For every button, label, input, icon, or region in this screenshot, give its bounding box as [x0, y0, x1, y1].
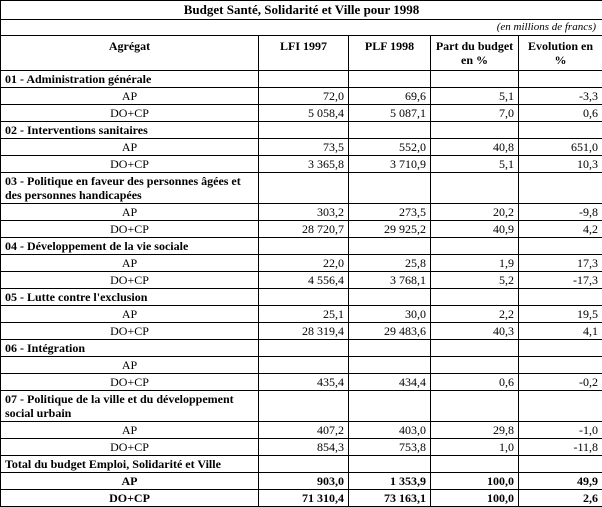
data-row: [1, 255, 602, 272]
empty-cell: [259, 173, 349, 204]
section-heading: 04 - Développement de la vie sociale: [1, 238, 259, 255]
value-cell: 100,0: [431, 490, 519, 507]
value-cell: 71 310,4: [259, 490, 349, 507]
row-label: AP: [1, 422, 259, 439]
data-row: [1, 323, 602, 340]
col-header-part-budget: Part du budget en %: [431, 36, 519, 71]
section-heading: 01 - Administration générale: [1, 71, 259, 88]
data-row: [1, 439, 602, 456]
value-cell: -17,3: [519, 272, 602, 289]
empty-cell: [431, 456, 519, 473]
value-cell: 0,6: [519, 105, 602, 122]
empty-cell: [431, 289, 519, 306]
empty-cell: [431, 122, 519, 139]
table-body: [1, 71, 602, 507]
empty-cell: [431, 391, 519, 422]
value-cell: 651,0: [519, 139, 602, 156]
value-cell: -0,2: [519, 374, 602, 391]
row-label: DO+CP: [1, 374, 259, 391]
title-row: [1, 1, 602, 20]
value-cell: 4 556,4: [259, 272, 349, 289]
value-cell: 30,0: [349, 306, 431, 323]
value-cell: 28 720,7: [259, 221, 349, 238]
value-cell: 435,4: [259, 374, 349, 391]
data-row: [1, 139, 602, 156]
section-heading: 05 - Lutte contre l'exclusion: [1, 289, 259, 306]
header-row: [1, 36, 602, 71]
data-row: [1, 105, 602, 122]
value-cell: 49,9: [519, 473, 602, 490]
empty-cell: [431, 340, 519, 357]
section-heading-row: [1, 122, 602, 139]
section-heading: 07 - Politique de la ville et du développement social urbain: [1, 391, 259, 422]
section-heading-row: [1, 71, 602, 88]
row-label: AP: [1, 357, 259, 374]
value-cell: 3 768,1: [349, 272, 431, 289]
data-row: [1, 374, 602, 391]
value-cell: 5,2: [431, 272, 519, 289]
value-cell: 29 483,6: [349, 323, 431, 340]
value-cell: 73,5: [259, 139, 349, 156]
value-cell: 100,0: [431, 473, 519, 490]
empty-cell: [349, 289, 431, 306]
value-cell: 7,0: [431, 105, 519, 122]
value-cell: -11,8: [519, 439, 602, 456]
value-cell: 903,0: [259, 473, 349, 490]
value-cell: 22,0: [259, 255, 349, 272]
data-row: [1, 221, 602, 238]
empty-cell: [519, 122, 602, 139]
value-cell: 5 087,1: [349, 105, 431, 122]
empty-cell: [519, 289, 602, 306]
value-cell: 40,9: [431, 221, 519, 238]
value-cell: 552,0: [349, 139, 431, 156]
empty-cell: [259, 71, 349, 88]
section-heading: 02 - Interventions sanitaires: [1, 122, 259, 139]
col-header-evolution: Evolution en %: [519, 36, 602, 71]
value-cell: 303,2: [259, 204, 349, 221]
empty-cell: [519, 340, 602, 357]
value-cell: [431, 357, 519, 374]
section-heading: Total du budget Emploi, Solidarité et Ville: [1, 456, 259, 473]
note-row: [1, 20, 602, 36]
value-cell: 72,0: [259, 88, 349, 105]
value-cell: 19,5: [519, 306, 602, 323]
row-label: DO+CP: [1, 221, 259, 238]
value-cell: 3 365,8: [259, 156, 349, 173]
empty-cell: [349, 238, 431, 255]
value-cell: -3,3: [519, 88, 602, 105]
value-cell: 40,3: [431, 323, 519, 340]
value-cell: 40,8: [431, 139, 519, 156]
empty-cell: [431, 238, 519, 255]
units-note: (en millions de francs): [1, 20, 602, 36]
col-header-agregat: Agrégat: [1, 36, 259, 71]
empty-cell: [431, 71, 519, 88]
value-cell: 29 925,2: [349, 221, 431, 238]
row-label: AP: [1, 139, 259, 156]
section-heading-row: [1, 238, 602, 255]
value-cell: 29,8: [431, 422, 519, 439]
empty-cell: [259, 238, 349, 255]
value-cell: 4,1: [519, 323, 602, 340]
row-label: DO+CP: [1, 105, 259, 122]
data-row: [1, 473, 602, 490]
value-cell: 407,2: [259, 422, 349, 439]
value-cell: 69,6: [349, 88, 431, 105]
empty-cell: [259, 122, 349, 139]
value-cell: [349, 357, 431, 374]
value-cell: -9,8: [519, 204, 602, 221]
empty-cell: [519, 238, 602, 255]
section-heading-row: [1, 456, 602, 473]
value-cell: 0,6: [431, 374, 519, 391]
value-cell: 434,4: [349, 374, 431, 391]
value-cell: 28 319,4: [259, 323, 349, 340]
table-title: Budget Santé, Solidarité et Ville pour 1998: [1, 1, 602, 20]
row-label: AP: [1, 306, 259, 323]
empty-cell: [519, 456, 602, 473]
value-cell: 403,0: [349, 422, 431, 439]
section-heading-row: [1, 173, 602, 204]
empty-cell: [519, 173, 602, 204]
empty-cell: [349, 340, 431, 357]
value-cell: 5 058,4: [259, 105, 349, 122]
col-header-plf-1998: PLF 1998: [349, 36, 431, 71]
row-label: DO+CP: [1, 323, 259, 340]
row-label: DO+CP: [1, 439, 259, 456]
value-cell: 753,8: [349, 439, 431, 456]
row-label: DO+CP: [1, 156, 259, 173]
data-row: [1, 422, 602, 439]
row-label: DO+CP: [1, 490, 259, 507]
empty-cell: [349, 71, 431, 88]
empty-cell: [259, 391, 349, 422]
data-row: [1, 357, 602, 374]
section-heading-row: [1, 391, 602, 422]
value-cell: 1 353,9: [349, 473, 431, 490]
section-heading-row: [1, 340, 602, 357]
data-row: [1, 204, 602, 221]
value-cell: 5,1: [431, 88, 519, 105]
value-cell: 25,1: [259, 306, 349, 323]
row-label: AP: [1, 88, 259, 105]
value-cell: 20,2: [431, 204, 519, 221]
value-cell: 5,1: [431, 156, 519, 173]
data-row: [1, 156, 602, 173]
data-row: [1, 490, 602, 507]
value-cell: 854,3: [259, 439, 349, 456]
empty-cell: [259, 340, 349, 357]
value-cell: 3 710,9: [349, 156, 431, 173]
value-cell: 25,8: [349, 255, 431, 272]
empty-cell: [349, 173, 431, 204]
data-row: [1, 88, 602, 105]
empty-cell: [519, 71, 602, 88]
row-label: AP: [1, 204, 259, 221]
value-cell: -1,0: [519, 422, 602, 439]
value-cell: 2,6: [519, 490, 602, 507]
value-cell: [519, 357, 602, 374]
empty-cell: [519, 391, 602, 422]
col-header-lfi-1997: LFI 1997: [259, 36, 349, 71]
value-cell: 1,9: [431, 255, 519, 272]
empty-cell: [349, 391, 431, 422]
value-cell: 2,2: [431, 306, 519, 323]
value-cell: 273,5: [349, 204, 431, 221]
empty-cell: [349, 456, 431, 473]
data-row: [1, 272, 602, 289]
value-cell: 17,3: [519, 255, 602, 272]
section-heading: 06 - Intégration: [1, 340, 259, 357]
empty-cell: [259, 289, 349, 306]
empty-cell: [349, 122, 431, 139]
value-cell: 10,3: [519, 156, 602, 173]
row-label: DO+CP: [1, 272, 259, 289]
value-cell: 73 163,1: [349, 490, 431, 507]
value-cell: [259, 357, 349, 374]
section-heading: 03 - Politique en faveur des personnes âgées et des personnes handicapées: [1, 173, 259, 204]
section-heading-row: [1, 289, 602, 306]
value-cell: 1,0: [431, 439, 519, 456]
empty-cell: [259, 456, 349, 473]
data-row: [1, 306, 602, 323]
row-label: AP: [1, 255, 259, 272]
value-cell: 4,2: [519, 221, 602, 238]
empty-cell: [431, 173, 519, 204]
row-label: AP: [1, 473, 259, 490]
